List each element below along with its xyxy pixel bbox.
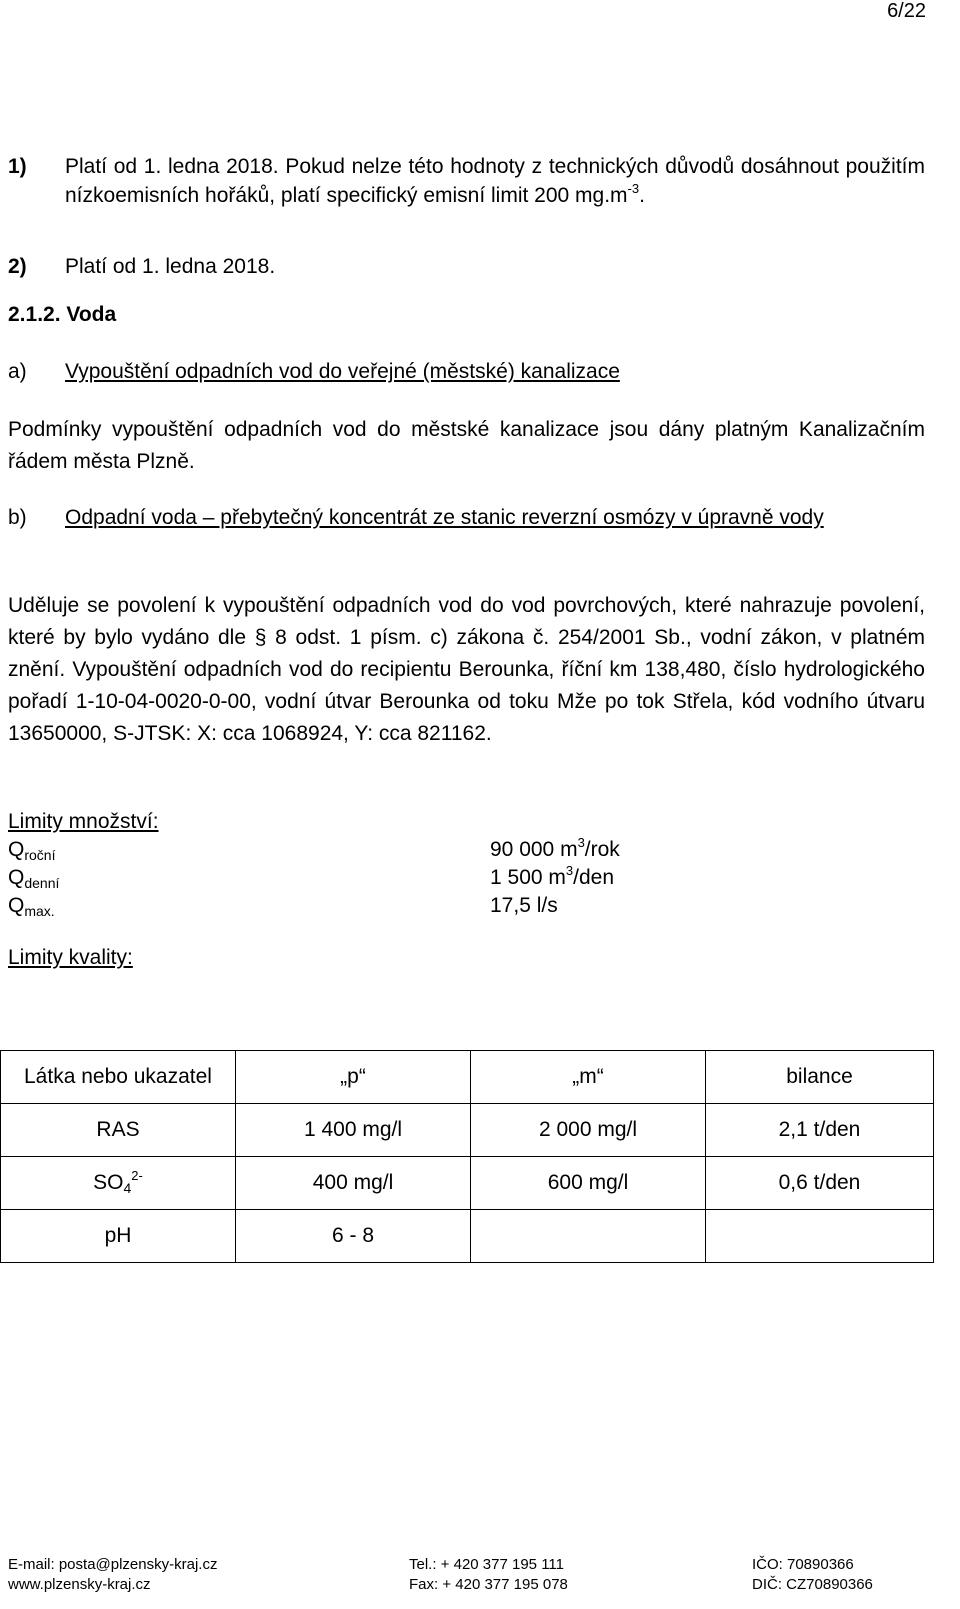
table-cell-m: 2 000 mg/l (471, 1104, 706, 1157)
footnote-number: 1) (8, 155, 27, 178)
q-max-value: 17,5 l/s (490, 894, 558, 917)
q-annual-value: 90 000 $m^3$/rok (490, 835, 620, 861)
q-daily-label: $Q_{denní}$ (8, 866, 60, 891)
footer-tel: Tel.: + 420 377 195 111 (409, 1556, 564, 1573)
footer-fax: Fax: + 420 377 195 078 (409, 1576, 568, 1593)
table-row (1, 1210, 934, 1263)
quality-limits-heading: Limity kvality: (8, 946, 133, 969)
table-cell-bilance (706, 1210, 934, 1263)
footer-dic: DIČ: CZ70890366 (752, 1576, 873, 1593)
paragraph-b: Uděluje se povolení k vypouštění odpadních vod do vod povrchových, které nahrazuje povolení, které by bylo vydáno dle § 8 odst. 1 písm. c) zákona č. 254/2001 Sb., vodní zákon, v platném znění. Vypouštění odpadních vod do recipientu Berounka, říční km 138,480, číslo hydrologického pořadí 1-10-04-0020-0-00, vodní útvar Berounka od toku Mže po tok Střela, kód vodního útvaru 13650000, S-JTSK: X: cca 1068924, Y: cca 821162. (8, 594, 925, 745)
table-row (1, 1104, 934, 1157)
footnote-number: 2) (8, 255, 27, 278)
footnote-2 (8, 252, 925, 281)
table-row (1, 1157, 934, 1210)
q-annual-label: $Q_{roční}$ (8, 838, 56, 863)
footnote-text: Platí od 1. ledna 2018. Pokud nelze této hodnoty z technických důvodů dosáhnout použitím nízkoemisních hořáků, platí specifický emisní limit 200 $mg.m^{-3}$. (65, 155, 925, 207)
table-header-cell: bilance (706, 1051, 934, 1104)
table-header-row (1, 1051, 934, 1104)
table-header-cell: Látka nebo ukazatel (1, 1051, 236, 1104)
q-max-label: $Q_{max.}$ (8, 894, 55, 919)
table-cell-substance: $SO_4^{2-}$ (1, 1157, 236, 1210)
footer-web: www.plzensky-kraj.cz (8, 1576, 151, 1593)
table-cell-m (471, 1210, 706, 1263)
q-daily-value: 1 500 $m^3$/den (490, 863, 614, 889)
table-cell-p: 6 - 8 (236, 1210, 471, 1263)
quantity-limits-heading: Limity množství: (8, 810, 159, 833)
paragraph-a: Podmínky vypouštění odpadních vod do městské kanalizace jsou dány platným Kanalizačním řádem města Plzně. (8, 418, 925, 473)
table-header-cell: „m“ (471, 1051, 706, 1104)
table-cell-m: 600 mg/l (471, 1157, 706, 1210)
quality-limits-table (0, 1050, 934, 1263)
table-cell-bilance: 2,1 t/den (706, 1104, 934, 1157)
table-cell-substance: RAS (1, 1104, 236, 1157)
section-heading: 2.1.2. Voda (8, 303, 117, 326)
item-b-letter: b) (8, 506, 27, 529)
item-b-title: Odpadní voda – přebytečný koncentrát ze stanic reverzní osmózy v úpravně vody (65, 506, 824, 529)
footnote-1 (8, 152, 925, 242)
item-a-letter: a) (8, 360, 27, 383)
table-cell-substance: pH (1, 1210, 236, 1263)
table-cell-p: 400 mg/l (236, 1157, 471, 1210)
item-a-title: Vypouštění odpadních vod do veřejné (městské) kanalizace (65, 360, 620, 383)
table-cell-bilance: 0,6 t/den (706, 1157, 934, 1210)
footer-ico: IČO: 70890366 (752, 1556, 854, 1573)
footer-email: E-mail: posta@plzensky-kraj.cz (8, 1556, 218, 1573)
footnote-text: Platí od 1. ledna 2018. (65, 255, 276, 278)
table-cell-p: 1 400 mg/l (236, 1104, 471, 1157)
table-header-cell: „p“ (236, 1051, 471, 1104)
page-number: 6/22 (887, 0, 926, 22)
